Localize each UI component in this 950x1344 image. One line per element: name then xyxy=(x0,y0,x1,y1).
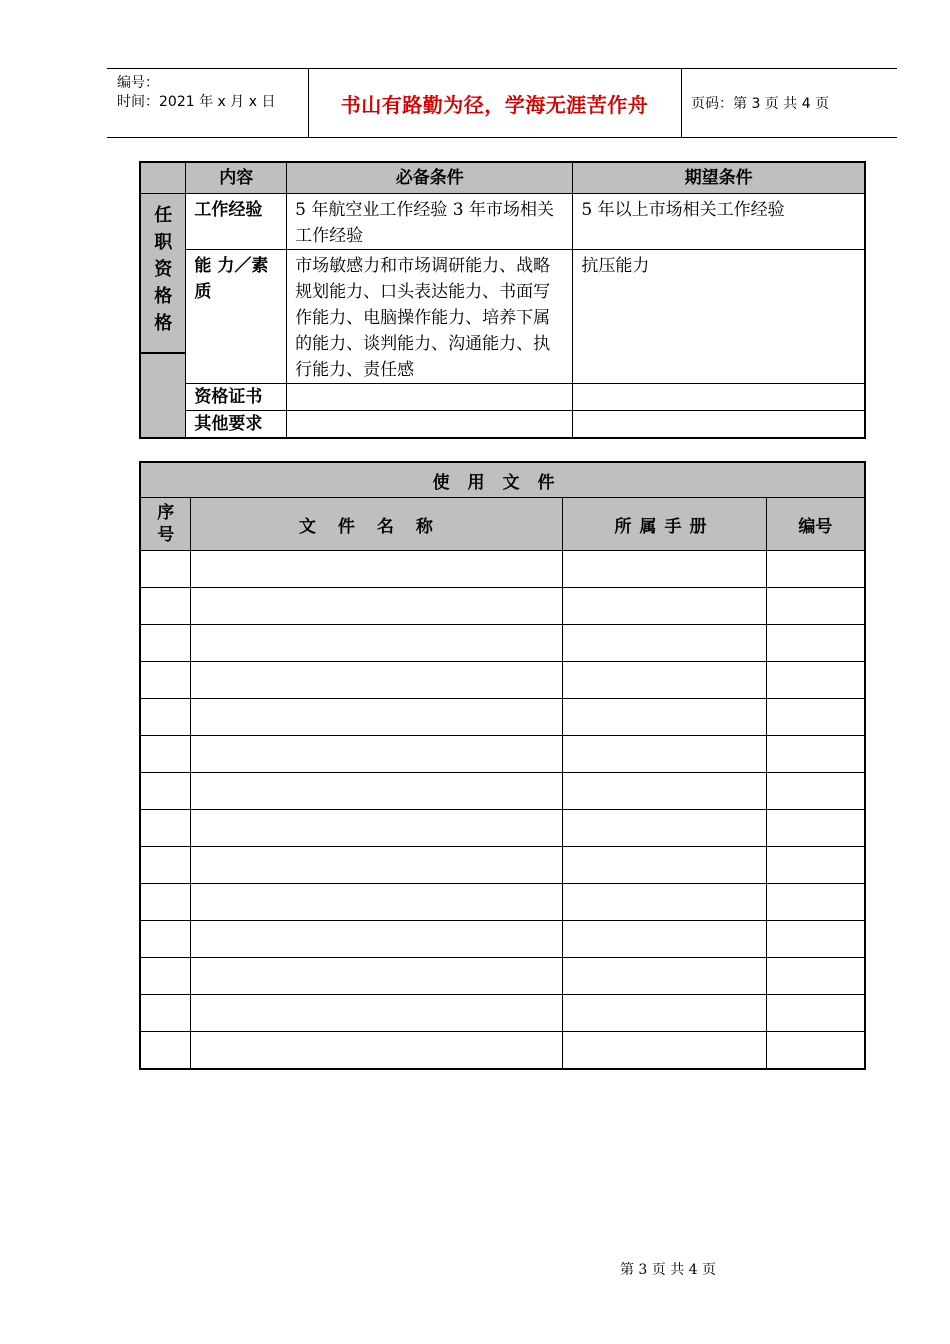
header-desired: 期望条件 xyxy=(573,162,865,193)
manual-cell xyxy=(563,662,766,699)
number-cell xyxy=(766,847,865,884)
seq-cell xyxy=(140,588,191,625)
name-cell xyxy=(191,847,563,884)
manual-cell xyxy=(563,588,766,625)
manual-cell xyxy=(563,958,766,995)
number-cell xyxy=(766,1032,865,1070)
seq-cell xyxy=(140,995,191,1032)
side-char: 资 xyxy=(154,258,173,280)
corner-cell xyxy=(140,162,186,193)
number-cell xyxy=(766,699,865,736)
footer-page: 第 3 页 共 4 页 xyxy=(619,1262,717,1278)
name-cell xyxy=(191,921,563,958)
header-required: 必备条件 xyxy=(287,162,573,193)
manual-cell xyxy=(563,921,766,958)
header-manual: 所属手册 xyxy=(563,498,766,551)
number-cell xyxy=(766,625,865,662)
number-cell xyxy=(766,588,865,625)
number-cell xyxy=(766,884,865,921)
manual-cell xyxy=(563,699,766,736)
manual-cell xyxy=(563,810,766,847)
side-char: 任 xyxy=(154,204,173,226)
doc-number-label: 编号： xyxy=(117,75,159,91)
name-cell xyxy=(191,810,563,847)
name-cell xyxy=(191,699,563,736)
header-number: 编号 xyxy=(766,498,865,551)
table-row xyxy=(140,847,865,884)
name-cell xyxy=(191,551,563,588)
name-cell xyxy=(191,884,563,921)
table-row xyxy=(140,884,865,921)
header-info xyxy=(107,69,309,137)
table-row xyxy=(140,1032,865,1070)
table-row xyxy=(140,810,865,847)
document-rows xyxy=(140,551,865,1070)
row-required: 5 年航空业工作经验 3 年市场相关工作经验 xyxy=(287,193,573,249)
row-required: 市场敏感力和市场调研能力、战略规划能力、口头表达能力、书面写作能力、电脑操作能力、培养下属的能力、谈判能力、沟通能力、执行能力、责任感 xyxy=(287,249,573,383)
side-label xyxy=(141,194,185,354)
side-char: 职 xyxy=(154,231,173,253)
name-cell xyxy=(191,958,563,995)
seq-cell xyxy=(140,773,191,810)
name-cell xyxy=(191,1032,563,1070)
seq-cell xyxy=(140,958,191,995)
manual-cell xyxy=(563,884,766,921)
table-row xyxy=(140,921,865,958)
seq-cell xyxy=(140,810,191,847)
number-cell xyxy=(766,662,865,699)
seq-cell xyxy=(140,1032,191,1070)
manual-cell xyxy=(563,773,766,810)
number-cell xyxy=(766,551,865,588)
seq-cell xyxy=(140,736,191,773)
page-label: 页码：第 3 页 共 4 页 xyxy=(691,96,830,112)
seq-cell xyxy=(140,625,191,662)
name-cell xyxy=(191,995,563,1032)
table-row xyxy=(140,773,865,810)
manual-cell xyxy=(563,1032,766,1070)
qualification-table xyxy=(139,161,866,439)
side-char: 格 xyxy=(154,312,173,334)
table-row xyxy=(140,625,865,662)
seq-cell xyxy=(140,884,191,921)
name-cell xyxy=(191,736,563,773)
manual-cell xyxy=(563,995,766,1032)
table-row xyxy=(140,699,865,736)
table-row xyxy=(140,736,865,773)
table-row xyxy=(140,995,865,1032)
row-desired xyxy=(573,410,865,438)
table-row xyxy=(140,662,865,699)
documents-table xyxy=(139,461,866,1070)
table-row xyxy=(140,958,865,995)
header-seq: 序号 xyxy=(140,498,191,551)
row-desired xyxy=(573,383,865,410)
number-cell xyxy=(766,995,865,1032)
table-row xyxy=(140,588,865,625)
side-char: 格 xyxy=(154,285,173,307)
row-item: 资格证书 xyxy=(186,383,287,410)
table-row xyxy=(140,551,865,588)
manual-cell xyxy=(563,847,766,884)
seq-cell xyxy=(140,921,191,958)
row-required xyxy=(287,410,573,438)
row-item: 能 力／素质 xyxy=(186,249,287,383)
row-desired: 抗压能力 xyxy=(573,249,865,383)
number-cell xyxy=(766,736,865,773)
seq-cell xyxy=(140,551,191,588)
date-label: 时间：2021 年 x 月 x 日 xyxy=(117,94,276,110)
number-cell xyxy=(766,810,865,847)
side-label-cell xyxy=(140,193,186,438)
row-item: 其他要求 xyxy=(186,410,287,438)
number-cell xyxy=(766,773,865,810)
page-footer xyxy=(0,1259,950,1279)
manual-cell xyxy=(563,551,766,588)
row-required xyxy=(287,383,573,410)
number-cell xyxy=(766,921,865,958)
seq-cell xyxy=(140,662,191,699)
page-header xyxy=(107,68,897,138)
manual-cell xyxy=(563,625,766,662)
name-cell xyxy=(191,662,563,699)
header-page xyxy=(681,69,897,137)
row-item: 工作经验 xyxy=(186,193,287,249)
motto-text: 书山有路勤为径，学海无涯苦作舟 xyxy=(340,92,649,117)
seq-cell xyxy=(140,847,191,884)
seq-cell xyxy=(140,699,191,736)
header-motto xyxy=(308,69,682,137)
name-cell xyxy=(191,625,563,662)
documents-title: 使用文件 xyxy=(140,462,865,498)
manual-cell xyxy=(563,736,766,773)
header-content: 内容 xyxy=(186,162,287,193)
name-cell xyxy=(191,773,563,810)
number-cell xyxy=(766,958,865,995)
row-desired: 5 年以上市场相关工作经验 xyxy=(573,193,865,249)
header-name: 文件名称 xyxy=(191,498,563,551)
name-cell xyxy=(191,588,563,625)
